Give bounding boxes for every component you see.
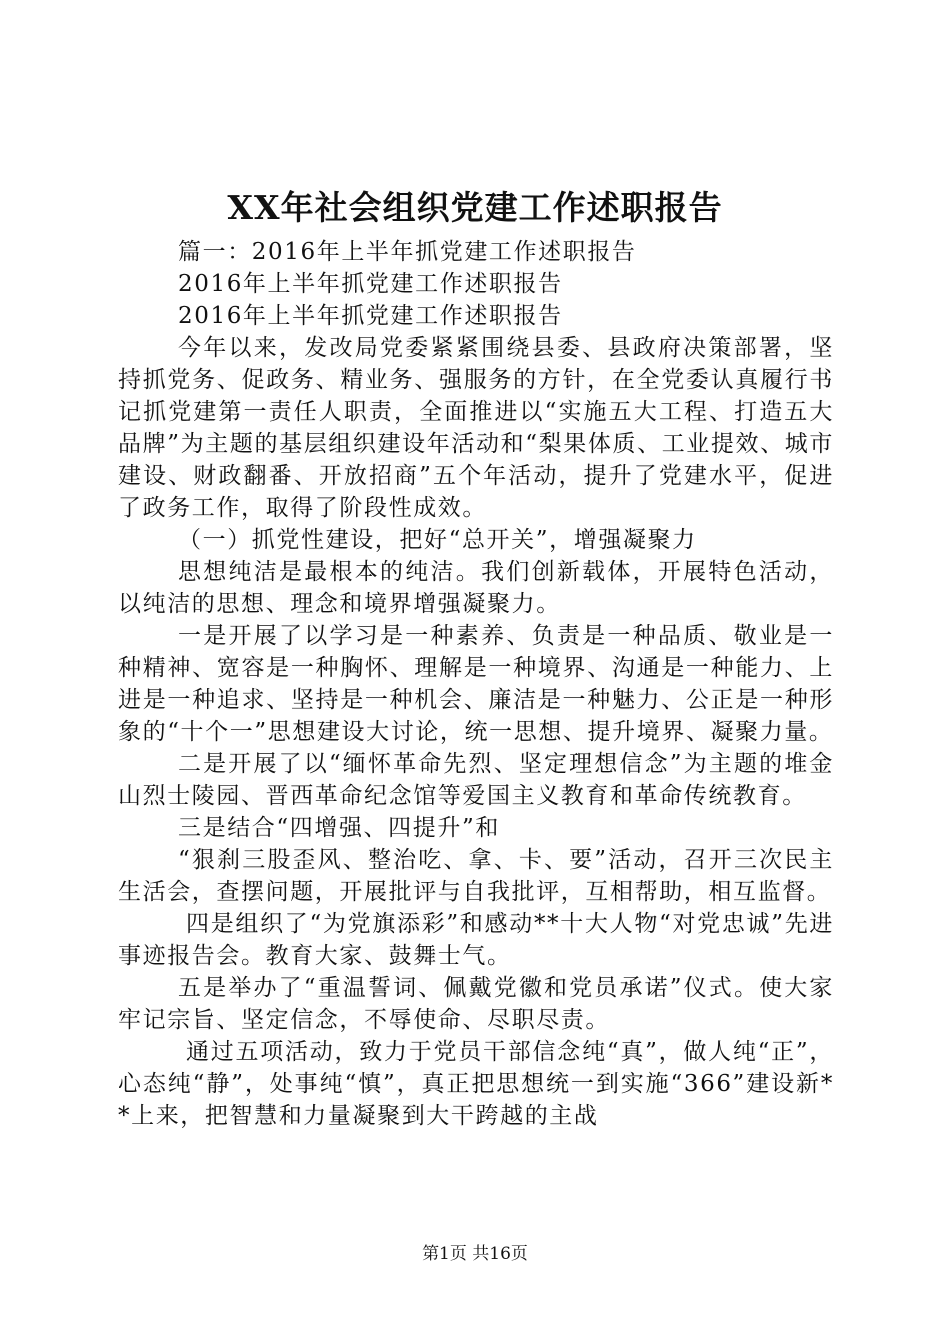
paragraph-item-three: “狠刹三股歪风、整治吃、拿、卡、要”活动，召开三次民主生活会，查摆问题，开展批评与自我批评，互相帮助，相互监督。 <box>118 847 834 905</box>
paragraph-intro: 今年以来，发改局党委紧紧围绕县委、县政府决策部署，坚持抓党务、促政务、精业务、强服务的方针，在全党委认真履行书记抓党建第一责任人职责，全面推进以“实施五大工程、打造五大品牌”为主题的基层组织建设年活动和“梨果体质、工业提效、城市建设、财政翻番、开放招商”五个年活动，提升了党建水平，促进了政务工作，取得了阶段性成效。 <box>118 335 834 521</box>
paragraph-section-heading: （一）抓党性建设，把好“总开关”，增强凝聚力 <box>178 527 697 553</box>
document-body <box>118 236 834 1132</box>
paragraph-summary: 通过五项活动，致力于党员干部信念纯“真”，做人纯“正”，心态纯“静”，处事纯“慎”，真正把思想统一到实施“366”建设新**上来，把智慧和力量凝聚到大干跨越的主战 <box>118 1039 834 1129</box>
paragraph-subtitle: 2016年上半年抓党建工作述职报告 <box>178 271 563 297</box>
paragraph-item-four: 四是组织了“为党旗添彩”和感动**十大人物“对党忠诚”先进事迹报告会。教育大家、鼓舞士气。 <box>118 911 834 969</box>
page-footer: 第1页 共16页 <box>422 1244 528 1264</box>
paragraph-item-two: 二是开展了以“缅怀革命先烈、坚定理想信念”为主题的堆金山烈士陵园、晋西革命纪念馆等爱国主义教育和革命传统教育。 <box>118 751 834 809</box>
paragraph-subtitle-repeat: 2016年上半年抓党建工作述职报告 <box>178 303 563 329</box>
paragraph-item-one: 一是开展了以学习是一种素养、负责是一种品质、敬业是一种精神、宽容是一种胸怀、理解是一种境界、沟通是一种能力、上进是一种追求、坚持是一种机会、廉洁是一种魅力、公正是一种形象的“十个一”思想建设大讨论，统一思想、提升境界、凝聚力量。 <box>118 623 834 745</box>
paragraph-thought-purity: 思想纯洁是最根本的纯洁。我们创新载体，开展特色活动，以纯洁的思想、理念和境界增强凝聚力。 <box>118 559 834 617</box>
paragraph-heading-part-one: 篇一：2016年上半年抓党建工作述职报告 <box>178 239 637 265</box>
paragraph-item-five: 五是举办了“重温誓词、佩戴党徽和党员承诺”仪式。使大家牢记宗旨、坚定信念，不辱使命、尽职尽责。 <box>118 975 834 1033</box>
document-title: XX年社会组织党建工作述职报告 <box>227 188 723 227</box>
paragraph-item-three-lead: 三是结合“四增强、四提升”和 <box>178 815 500 841</box>
